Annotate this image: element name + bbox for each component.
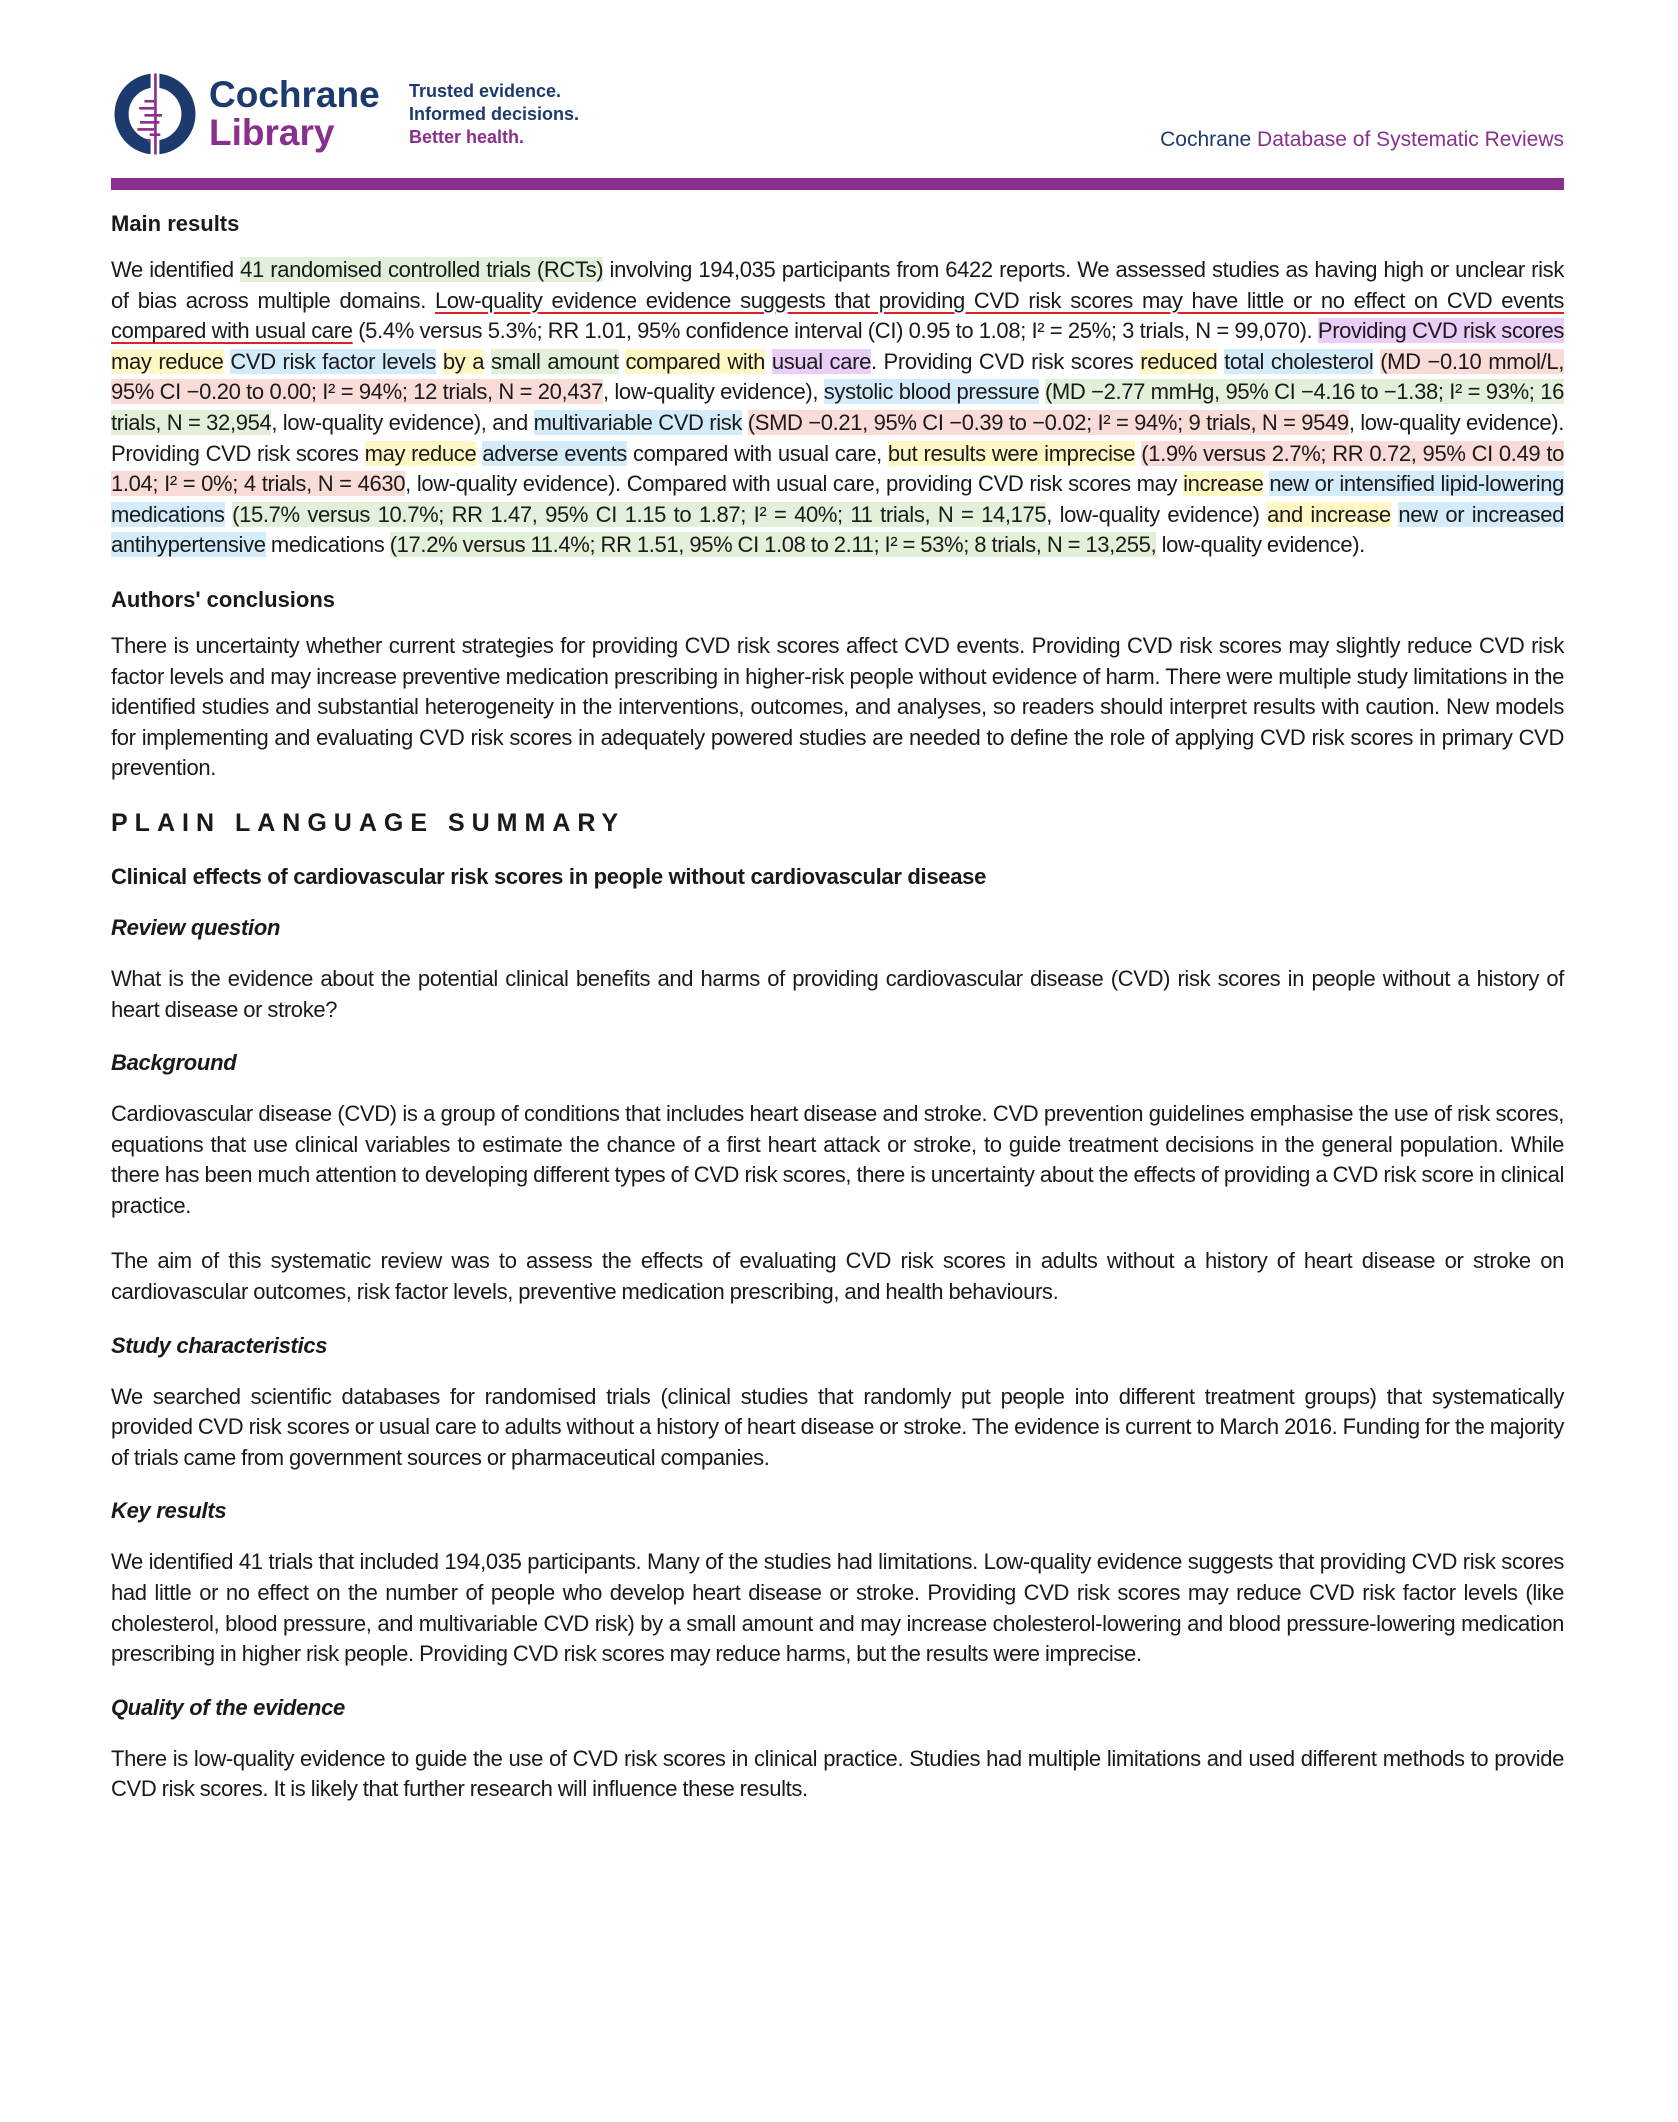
header-divider-bar: [111, 178, 1564, 190]
tagline-line-3: Better health.: [409, 127, 525, 147]
review-question-paragraph: What is the evidence about the potential clinical benefits and harms of providing cardiovascular disease (CVD) risk scores in people without a history of heart disease or stroke?: [111, 965, 1564, 1022]
highlight-yellow: may reduce: [364, 440, 477, 466]
text-run: , low-quality evidence): [1046, 501, 1268, 527]
underlined-text: Low-quality evidence evidence suggests that providing CVD risk scores may have little or no effect on CVD events compared with usual care: [111, 287, 1564, 344]
tagline: [409, 80, 579, 149]
highlight-blue: new or increased antihypertensive: [111, 501, 1565, 558]
database-title-name: Database of Systematic Reviews: [1251, 128, 1564, 151]
logo-word-library: Library: [209, 112, 335, 153]
highlight-yellow: compared with: [625, 348, 766, 374]
highlight-blue: total cholesterol: [1224, 348, 1374, 374]
highlight-yellow: but results were imprecise: [887, 440, 1136, 466]
highlight-yellow: and increase: [1267, 501, 1391, 527]
text-run: , low-quality evidence). Compared with usual care, providing CVD risk scores may: [405, 471, 1184, 497]
study-characteristics-paragraph: We searched scientific databases for randomised trials (clinical studies that randomly put people into different treatment groups) that systematically provided CVD risk scores or usual care to adults without a history of heart disease or stroke. The evidence is current to March 2016. Funding for the majority of trials came from government sources or pharmaceutical companies.: [111, 1383, 1564, 1470]
highlight-green: small amount: [490, 348, 619, 374]
highlight-red: (MD −0.10 mmol/L, 95% CI −0.20 to 0.00; I² = 94%; 12 trials, N = 20,437: [111, 348, 1565, 405]
main-results-heading: Main results: [111, 211, 240, 236]
highlight-blue: systolic blood pressure: [823, 379, 1040, 405]
highlight-blue: new or intensified lipid-lowering medications: [111, 471, 1564, 527]
highlight-yellow: increase: [1183, 471, 1264, 497]
highlight-yellow: by a: [442, 348, 485, 374]
highlight-red: (1.9% versus 2.7%; RR 0.72, 95% CI 0.49 to 1.04; I² = 0%; 4 trials, N = 4630: [111, 440, 1565, 497]
review-question-heading: Review question: [111, 914, 281, 940]
highlight-purple: Providing CVD risk scores: [1317, 318, 1565, 344]
text-run: [225, 502, 233, 527]
abstract-content: [111, 210, 1564, 1830]
plain-language-summary-heading: PLAIN LANGUAGE SUMMARY: [111, 808, 626, 837]
highlight-purple: usual care: [771, 348, 871, 374]
background-paragraph-1: Cardiovascular disease (CVD) is a group of conditions that includes heart disease and stroke. CVD prevention guidelines emphasise the use of risk scores, equations that use clinical variables to estimate the chance of a first heart attack or stroke, to guide treatment decisions in the general population. While there has been much attention to developing different types of CVD risk scores, there is uncertainty about the effects of providing a CVD risk score in clinical practice.: [111, 1101, 1564, 1218]
document-page: [111, 0, 1565, 1802]
text-run: compared with usual care,: [626, 440, 888, 466]
database-title: [1160, 128, 1564, 152]
background-paragraph-2: The aim of this systematic review was to assess the effects of evaluating CVD risk scores in adults without a history of heart disease or stroke on cardiovascular outcomes, risk factor levels, preventive medication prescribing, and health behaviours.: [111, 1248, 1564, 1305]
highlight-red: (SMD −0.21, 95% CI −0.39 to −0.02; I² = 94%; 9 trials, N = 9549: [747, 409, 1349, 435]
page-header: [111, 0, 1564, 190]
highlight-blue: CVD risk factor levels: [230, 348, 437, 374]
text-run: medications: [265, 532, 390, 558]
background-heading: Background: [111, 1050, 237, 1076]
tagline-line-1: Trusted evidence.: [409, 81, 562, 101]
text-run: low-quality evidence).: [1156, 532, 1365, 558]
authors-conclusions-paragraph: There is uncertainty whether current strategies for providing CVD risk scores affect CVD events. Providing CVD risk scores may slightly reduce CVD risk factor levels and may increase preventive medication prescribing in higher-risk people without evidence of harm. There were multiple study limitations in the identified studies and substantial heterogeneity in the interventions, outcomes, and analyses, so readers should interpret results with caution. New models for implementing and evaluating CVD risk scores in adequately powered studies are needed to define the role of applying CVD risk scores in primary CVD prevention.: [111, 632, 1564, 781]
key-results-heading: Key results: [111, 1498, 227, 1524]
quality-of-evidence-heading: Quality of the evidence: [111, 1694, 345, 1720]
highlight-blue: multivariable CVD risk: [533, 409, 743, 435]
text-run: . Providing CVD risk scores: [870, 348, 1141, 374]
plain-language-summary-title: Clinical effects of cardiovascular risk scores in people without cardiovascular disease: [111, 863, 987, 889]
text-run: , low-quality evidence),: [602, 379, 824, 405]
text-run: involving 194,035 participants from 6422 reports. We assessed studies as having high or unclear risk of bias across multiple domains.: [111, 257, 1564, 313]
logo-word-cochrane: Cochrane: [209, 74, 380, 115]
text-run: [765, 349, 772, 374]
key-results-paragraph: We identified 41 trials that included 194,035 participants. Many of the studies had limitations. Low-quality evidence suggests that providing CVD risk scores had little or no effect on the number of people who develop heart disease or stroke. Providing CVD risk scores may reduce CVD risk factor levels (like cholesterol, blood pressure, and multivariable CVD risk) by a small amount and may increase cholesterol-lowering and blood pressure-lowering medication prescribing in higher risk people. Providing CVD risk scores may reduce harms, but the results were imprecise.: [111, 1549, 1564, 1667]
text-run: , low-quality evidence). Providing CVD risk scores: [111, 409, 1565, 466]
quality-of-evidence-paragraph: There is low-quality evidence to guide the use of CVD risk scores in clinical practice. Studies had multiple limitations and used different methods to provide CVD risk scores. It is likely that further research will influence these results.: [111, 1745, 1564, 1802]
highlight-green: 41 randomised controlled trials (RCTs): [240, 257, 604, 282]
highlight-yellow: may reduce: [111, 348, 224, 374]
highlight-green: (15.7% versus 10.7%; RR 1.47, 95% CI 1.15 to 1.87; I² = 40%; 11 trials, N = 14,175: [232, 501, 1047, 527]
text-run: [484, 349, 491, 374]
highlight-green: (MD −2.77 mmHg, 95% CI −4.16 to −1.38; I² = 93%; 16 trials, N = 32,954: [111, 379, 1564, 435]
cochrane-logo-icon: [111, 70, 199, 158]
highlight-yellow: reduced: [1140, 348, 1218, 374]
cochrane-library-logo[interactable]: [111, 70, 380, 158]
text-run: (5.4% versus 5.3%; RR 1.01, 95% confidence interval (CI) 0.95 to 1.08; I² = 25%; 3 trials, N = 99,070).: [352, 318, 1318, 344]
study-characteristics-heading: Study characteristics: [111, 1332, 328, 1358]
text-run: We identified: [111, 257, 241, 282]
main-results-paragraph: [111, 255, 1564, 561]
text-run: [436, 349, 443, 374]
database-title-cochrane: Cochrane: [1160, 128, 1252, 151]
tagline-line-2: Informed decisions.: [409, 104, 580, 124]
highlight-blue: adverse events: [482, 440, 627, 466]
authors-conclusions-heading: Authors' conclusions: [111, 586, 336, 612]
highlight-green: (17.2% versus 11.4%; RR 1.51, 95% CI 1.08 to 2.11; I² = 53%; 8 trials, N = 13,255,: [389, 532, 1157, 558]
text-run: , low-quality evidence), and: [271, 409, 534, 435]
text-run: [742, 410, 748, 435]
